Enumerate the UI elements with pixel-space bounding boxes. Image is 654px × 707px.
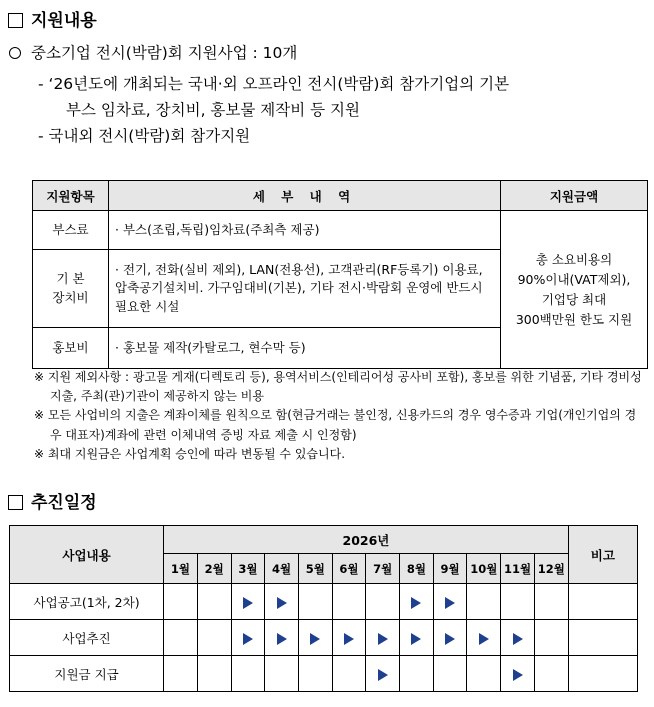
schedule-row-label: 사업공고(1차, 2차) [10,584,164,620]
schedule-row [10,620,638,656]
play-marker-icon [243,633,253,645]
item-equipment [33,250,109,328]
schedule-cell [197,656,231,692]
support-table [32,180,648,369]
schedule-cell [197,620,231,656]
schedule-cell [164,656,198,692]
section-title-schedule: 추진일정 [8,488,97,513]
play-marker-icon [445,633,455,645]
amount-line: 300백만원 한도 지원 [515,311,633,327]
schedule-cell [332,656,366,692]
support-sub1-line2: 부스 임차료, 장치비, 홍보물 제작비 등 지원 [66,101,360,119]
item-equipment-line1: 기 본 [56,271,85,287]
amount-line: 90%이내(VAT제외), [517,271,631,287]
support-amount [501,211,648,369]
schedule-cell [534,584,568,620]
schedule-cell [501,656,535,692]
month-header: 8월 [400,554,434,584]
schedule-remark-cell [568,620,637,656]
play-marker-icon [310,633,320,645]
notes [34,368,646,464]
schedule-cell [467,584,501,620]
play-marker-icon [445,597,455,609]
schedule-remark: 비고 [568,526,637,584]
schedule-row-label: 사업추진 [10,620,164,656]
play-marker-icon [513,633,523,645]
month-header: 6월 [332,554,366,584]
schedule-remark-cell [568,584,637,620]
circle-bullet-icon [9,47,21,59]
schedule-cell [400,584,434,620]
note: ※ 모든 사업비의 지출은 계좌이체를 원칙으로 함(현금거래는 불인정, 신용카드의 경우 영수증과 기업(개인기업의 경우 대표자)계좌에 관련 이체내역 증빙 자료 제출 시 인정함) [34,408,637,442]
month-header: 1월 [164,554,198,584]
play-marker-icon [277,597,287,609]
detail-booth: · 부스(조립,독립)임차료(주최측 제공) [109,211,501,250]
schedule-cell [231,656,265,692]
schedule-cell [501,620,535,656]
schedule-row-label: 지원금 지급 [10,656,164,692]
note: ※ 지원 제외사항 : 광고물 게재(디렉토리 등), 용역서비스(인테리어성 공사비 포함), 홍보를 위한 기념품, 기타 경비성 지출, 주최(관)기관이 제공하지 않는 비용 [34,370,642,404]
month-header: 5월 [298,554,332,584]
schedule-cell [400,620,434,656]
schedule-cell [231,584,265,620]
item-booth: 부스료 [33,211,109,250]
schedule-table [9,525,638,692]
square-icon [8,495,23,510]
schedule-cell [332,620,366,656]
schedule-cell [534,656,568,692]
support-bullet: 중소기업 전시(박람)회 지원사업 : 10개 [9,41,297,63]
schedule-cell [265,620,299,656]
month-header: 11월 [501,554,535,584]
schedule-cell [501,584,535,620]
play-marker-icon [344,633,354,645]
month-header: 9월 [433,554,467,584]
section-title-support: 지원내용 [8,6,97,31]
play-marker-icon [277,633,287,645]
play-marker-icon [378,633,388,645]
play-marker-icon [378,669,388,681]
month-header: 3월 [231,554,265,584]
schedule-cell [298,620,332,656]
month-header: 10월 [467,554,501,584]
schedule-row [10,584,638,620]
schedule-cell [298,584,332,620]
support-sub2: - 국내외 전시(박람)회 참가지원 [38,127,251,145]
schedule-cell [265,656,299,692]
play-marker-icon [411,597,421,609]
play-marker-icon [411,633,421,645]
play-marker-icon [243,597,253,609]
schedule-cell [231,620,265,656]
header-item: 지원항목 [33,181,109,211]
amount-line: 총 소요비용의 [535,251,613,267]
support-sub1-line1: - ‘26년도에 개최되는 국내·외 오프라인 전시(박람)회 참가기업의 기본 [38,75,510,93]
item-promotion: 홍보비 [33,328,109,369]
schedule-col-label: 사업내용 [10,526,164,584]
schedule-cell [433,620,467,656]
schedule-cell [366,656,400,692]
schedule-cell [366,584,400,620]
schedule-cell [164,620,198,656]
square-icon [8,13,23,28]
play-marker-icon [479,633,489,645]
schedule-cell [298,656,332,692]
schedule-cell [164,584,198,620]
schedule-row [10,656,638,692]
schedule-cell [467,656,501,692]
schedule-cell [332,584,366,620]
month-header: 7월 [366,554,400,584]
schedule-cell [433,584,467,620]
schedule-cell [265,584,299,620]
detail-equipment: · 전기, 전화(실비 제외), LAN(전용선), 고객관리(RF등록기) 이용료, 압축공기설치비. 가구임대비(기본), 기타 전시·박람회 운영에 반드시 필요한 시설 [109,250,501,328]
schedule-cell [433,656,467,692]
play-marker-icon [513,669,523,681]
month-header: 2월 [197,554,231,584]
amount-line: 기업당 최대 [541,291,607,307]
item-equipment-line2: 장치비 [52,289,89,305]
schedule-cell [534,620,568,656]
detail-promotion: · 홍보물 제작(카탈로그, 현수막 등) [109,328,501,369]
schedule-cell [366,620,400,656]
schedule-cell [400,656,434,692]
month-header: 4월 [265,554,299,584]
schedule-remark-cell [568,656,637,692]
note: ※ 최대 지원금은 사업계획 승인에 따라 변동될 수 있습니다. [34,446,346,461]
schedule-cell [467,620,501,656]
schedule-cell [197,584,231,620]
month-header: 12월 [534,554,568,584]
header-amount: 지원금액 [501,181,648,211]
header-detail: 세 부 내 역 [109,181,501,211]
schedule-year: 2026년 [164,526,569,554]
